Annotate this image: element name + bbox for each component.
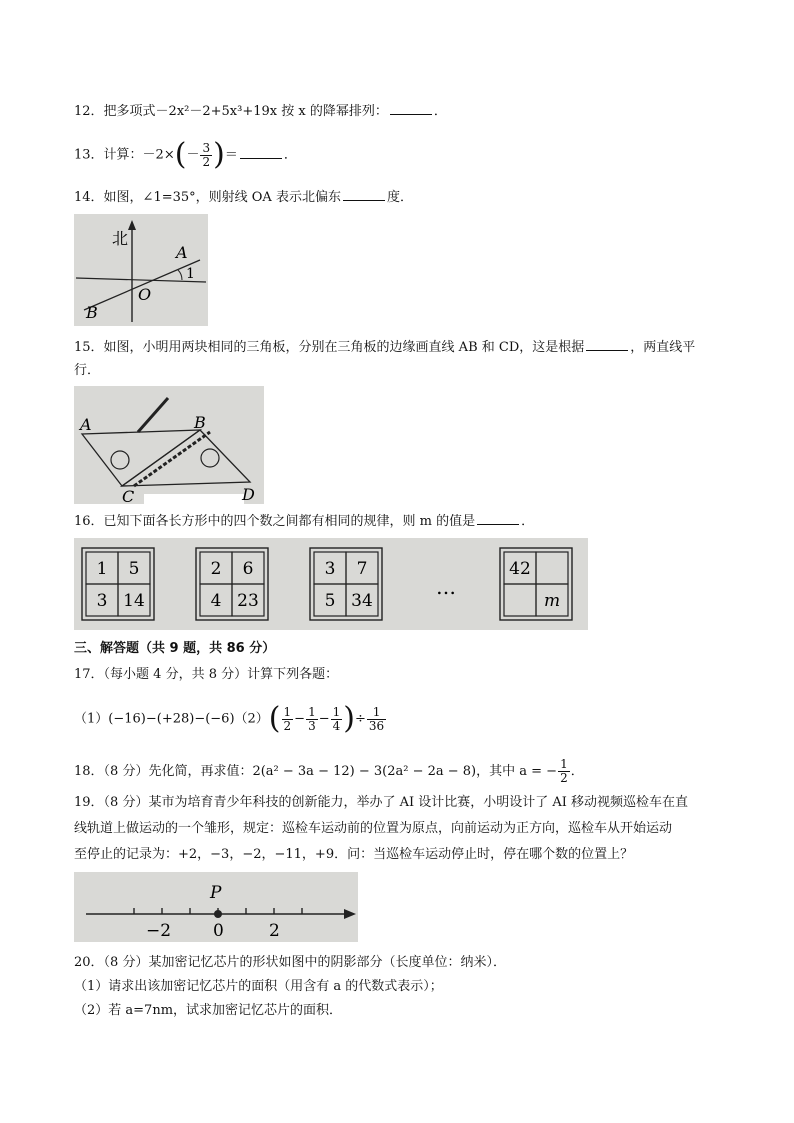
q13-minus: －: [186, 147, 200, 163]
q17-frac-3: [331, 706, 343, 733]
grid-value-2-bl: 4: [210, 591, 222, 611]
label-zero: 0: [213, 921, 224, 941]
q17-f1-den: 2: [283, 718, 292, 733]
q17-minus-1: −: [294, 711, 306, 727]
question-19-line2: 线轨道上做运动的一个雏形，规定：巡检车运动前的位置为原点，向前运动为正方向，巡检车从开始运动: [74, 821, 673, 836]
q16-number: 16．: [74, 514, 104, 529]
point-A-label: A: [80, 415, 92, 434]
q18-number: 18．: [74, 764, 104, 779]
question-17-parts: [74, 701, 387, 736]
q16-answer-blank[interactable]: [477, 512, 519, 525]
grid-cell-4-bl: [504, 584, 536, 616]
north-arrow-icon: [128, 220, 136, 230]
question-20-part2: （2）若 a=7nm，试求加密记忆芯片的面积．: [74, 1003, 343, 1018]
q17-part-1: （1）(−16)−(+28)−(−6)（2）: [74, 711, 269, 727]
q17-f2-den: 3: [308, 718, 316, 733]
q14-figure: [74, 214, 208, 326]
grid-value-1-tl: 1: [96, 559, 108, 579]
section-3-title: 三、解答题（共 9 题，共 86 分）: [74, 641, 276, 656]
grid-value-2-tr: 6: [242, 559, 254, 579]
q13-equals: ＝: [224, 147, 238, 163]
grid-value-3-br: 34: [351, 591, 373, 611]
q16-number-grids: [74, 538, 588, 630]
grid-value-3-bl: 5: [324, 591, 336, 611]
q13-answer-blank[interactable]: [240, 146, 282, 159]
question-18: [74, 758, 584, 785]
label-minus-2: −2: [146, 921, 172, 941]
drawn-line: [134, 432, 210, 486]
white-mark: [144, 494, 244, 504]
grid-value-3-tl: 3: [324, 559, 336, 579]
question-15: [74, 338, 695, 357]
q13-left-paren: (: [174, 137, 187, 172]
q14-diagram: [74, 214, 208, 326]
q17-text: （每小题 4 分，共 8 分）计算下列各题：: [103, 667, 339, 682]
q14-text: 如图，∠1=35°，则射线 OA 表示北偏东: [103, 190, 341, 205]
question-12: [74, 102, 447, 121]
question-16: [74, 512, 534, 531]
q19-figure: [74, 872, 358, 942]
label-2: 2: [269, 921, 280, 941]
q13-number: 13．: [74, 147, 104, 163]
q13-label: 计算：－2×: [103, 147, 175, 163]
triangle-ruler-left: [82, 430, 200, 486]
ellipsis: …: [436, 575, 456, 599]
q16-figure: [74, 538, 588, 630]
q15-text-cont: ，两直线平: [630, 340, 696, 355]
grid-value-1-tr: 5: [128, 559, 140, 579]
q14-answer-blank[interactable]: [343, 188, 385, 201]
q20-text-1: （8 分）某加密记忆芯片的形状如图中的阴影部分（长度单位：纳米）．: [103, 955, 506, 970]
number-line-arrow-icon: [344, 909, 356, 919]
q14-number: 14．: [74, 190, 104, 205]
q18-text: （8 分）先化简，再求值：2(a² − 3a − 12) − 3(2a² − 2a − 8)，其中 a = −: [103, 764, 558, 779]
q13-frac-den: 2: [202, 154, 211, 169]
point-C-label: C: [122, 487, 135, 504]
q17-left-paren: (: [268, 701, 281, 736]
q15-diagram: [74, 386, 264, 504]
grid-value-1-bl: 3: [96, 591, 108, 611]
q17-right-paren: ): [343, 701, 355, 736]
grid-value-2-tl: 2: [210, 559, 222, 579]
point-A-label: A: [176, 243, 188, 262]
q16-end: ．: [521, 514, 535, 529]
q15-text: 如图，小明用两块相同的三角板，分别在三角板的边缘画直线 AB 和 CD，这是根据: [103, 340, 585, 355]
ruler-hole-right: [201, 449, 219, 467]
point-D-label: D: [242, 485, 255, 504]
q15-answer-blank[interactable]: [586, 338, 628, 351]
q17-f3-den: 4: [332, 718, 341, 733]
question-17: [74, 666, 338, 684]
pencil: [138, 398, 168, 432]
q14-end: 度．: [386, 190, 413, 205]
ruler-hole-left: [111, 451, 129, 469]
q15-text-end: 行．: [74, 363, 101, 378]
point-B-label: B: [194, 413, 206, 432]
q17-frac-4: [367, 706, 386, 733]
question-20-part1: （1）请求出该加密记忆芯片的面积（用含有 a 的代数式表示）；: [74, 979, 443, 994]
q17-frac-1: [282, 706, 294, 733]
triangle-ruler-right: [122, 430, 250, 486]
q15-figure: [74, 386, 264, 504]
q13-end: ．: [283, 147, 297, 163]
q17-minus-2: −: [318, 711, 330, 727]
q18-end: ．: [570, 764, 584, 779]
q18-frac-num: 1: [560, 757, 568, 771]
grid-value-4-tl: 42: [509, 559, 531, 579]
point-O-label: O: [138, 285, 152, 304]
q15-number: 15．: [74, 340, 104, 355]
q19-number: 19．: [74, 795, 104, 810]
grid-value-1-br: 14: [123, 591, 145, 611]
q13-right-paren: ): [213, 137, 225, 172]
q17-f1-num: 1: [283, 704, 292, 719]
q18-frac-den: 2: [560, 771, 568, 785]
q12-answer-blank[interactable]: [390, 102, 432, 115]
grid-value-2-br: 23: [237, 591, 259, 611]
q17-f4-den: 36: [368, 718, 385, 733]
question-15-line2: [74, 362, 100, 380]
north-label: 北: [112, 229, 129, 248]
q13-frac-num: 3: [202, 140, 211, 155]
q17-frac-2: [306, 706, 318, 733]
point-P-label: P: [210, 883, 222, 903]
number-line-diagram: [74, 872, 358, 942]
q19-text-1: （8 分）某市为培育青少年科技的创新能力，举办了 AI 设计比赛，小明设计了 AI 移动视频巡检车在直: [103, 795, 689, 810]
q12-text: 把多项式－2x²－2+5x³+19x 按 x 的降幂排列：: [103, 104, 388, 119]
q20-number: 20．: [74, 955, 104, 970]
question-19-line3: 至停止的记录为：+2，−3，−2，−11，+9．问：当巡检车运动停止时，停在哪个数的位置上？: [74, 847, 634, 862]
q17-f3-num: 1: [332, 704, 341, 719]
q17-number: 17．: [74, 667, 104, 682]
q16-text: 已知下面各长方形中的四个数之间都有相同的规律，则 m 的值是: [103, 514, 476, 529]
q12-end: ．: [433, 104, 447, 119]
q13-fraction: [200, 142, 212, 169]
grid-value-4-br: m: [543, 591, 561, 611]
grid-cell-4-tr: [536, 552, 568, 584]
q17-f4-num: 1: [367, 706, 386, 720]
q17-f2-num: 1: [308, 704, 316, 719]
angle-1-arc: [178, 270, 182, 280]
question-14: [74, 188, 413, 207]
question-13: [74, 137, 297, 172]
question-20-line1: [74, 954, 506, 972]
q18-fraction: [558, 758, 570, 785]
point-B-label: B: [86, 303, 98, 322]
grid-value-3-tr: 7: [356, 559, 368, 579]
q17-divide: ÷: [354, 711, 366, 727]
angle-1-label: 1: [186, 266, 195, 282]
question-19-line1: [74, 794, 688, 812]
q12-number: 12．: [74, 104, 104, 119]
point-P-dot: [214, 910, 222, 918]
